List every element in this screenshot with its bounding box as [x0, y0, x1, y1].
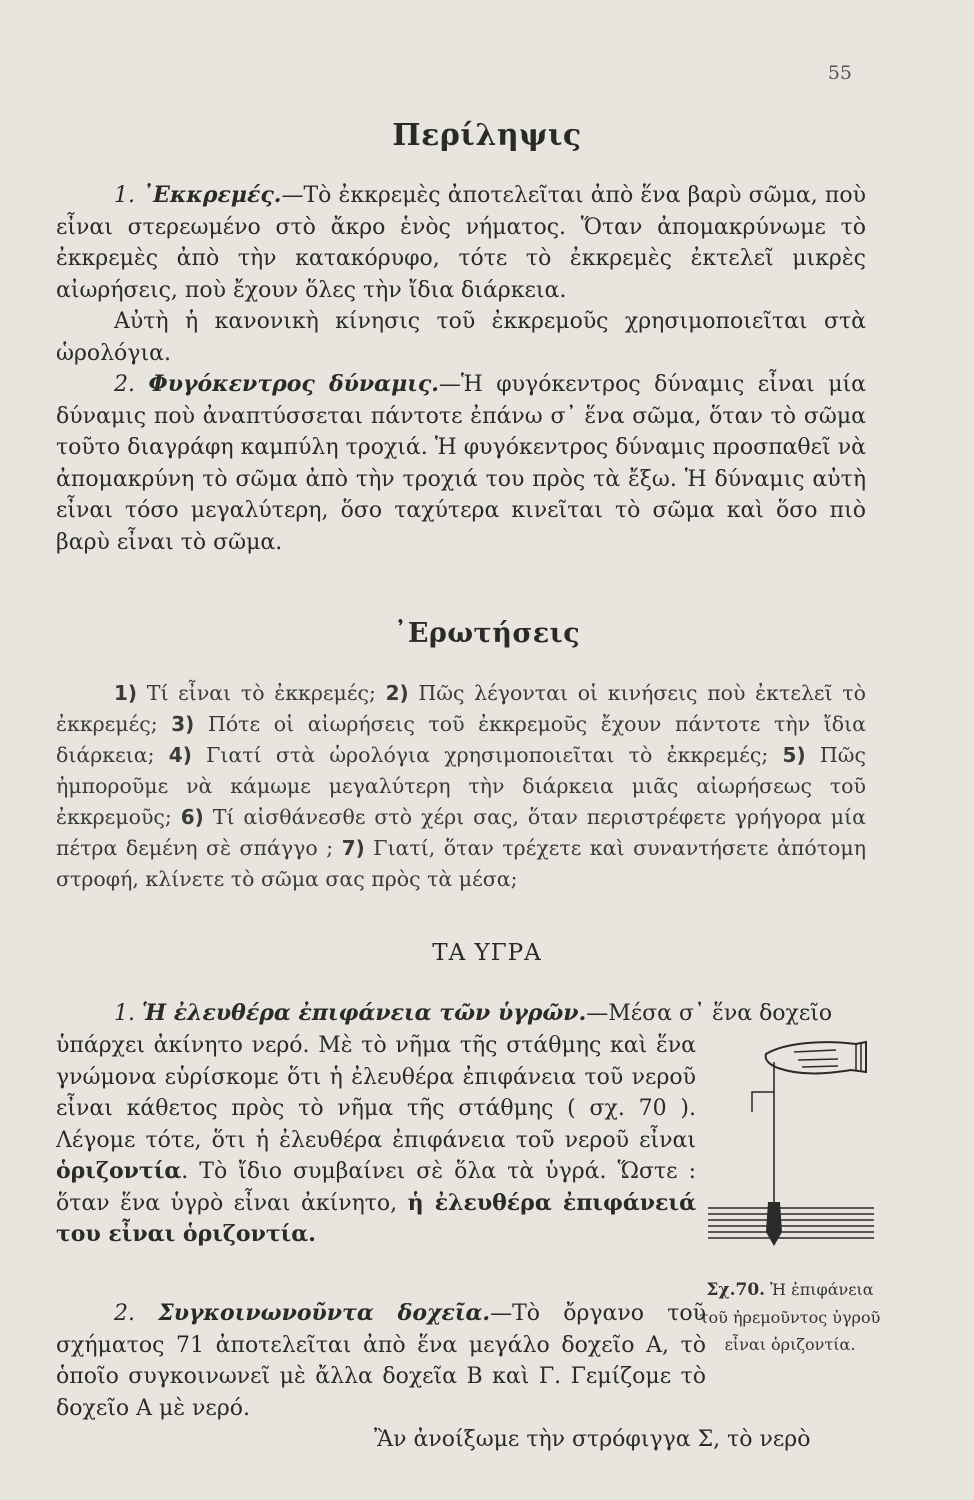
- q6-number: 6): [180, 805, 204, 829]
- fluids-s1-body: [56, 1030, 696, 1251]
- fluids-s1-end: .: [308, 1221, 316, 1247]
- questions-title: ᾿Ερωτήσεις: [393, 618, 581, 649]
- fluids-s1-bold-1: ὁριζοντία: [56, 1158, 182, 1184]
- figure-label: Σχ.70.: [706, 1280, 766, 1300]
- q7-text: Γιατί, ὅταν τρέχετε καὶ συναντήσετε ἀπότομη στροφή, κλίνετε τὸ σῶμα σας πρὸς τὰ μέσα;: [56, 836, 866, 891]
- fluids-s2-number: 2.: [114, 1301, 135, 1326]
- fluids-s2-text-b: Ἂν ἀνοίξωμε τὴν στρόφιγγα Σ, τὸ νερὸ: [374, 1427, 811, 1452]
- summary-p1-number: 1.: [114, 183, 135, 208]
- summary-paragraph-1: [56, 180, 866, 558]
- figure-caption-text: Ἡ ἐπιφάνεια τοῦ ἠρεμοῦντος ὑγροῦ εἶναι ὁριζοντία.: [699, 1280, 881, 1354]
- q7-number: 7): [341, 836, 365, 860]
- fluids-s2-term: Συγκοινωνοῦντα δοχεῖα.: [158, 1300, 491, 1326]
- summary-p2-term: Φυγόκεντρος δύναμις.: [148, 371, 439, 397]
- fluids-s1-number: 1.: [114, 1001, 135, 1026]
- fluids-s1-term: Ἡ ἐλευθέρα ἐπιφάνεια τῶν ὑγρῶν.: [142, 1000, 587, 1026]
- fluids-s2-text-a: —Τὸ ὄργανο τοῦ σχήματος 71 ἀποτελεῖται ἀπὸ ἕνα μεγάλο δοχεῖο Α, τὸ ὁποῖο συγκοινωνεῖ μὲ ἄλλα δοχεῖα Β καὶ Γ. Γεμίζομε τὸ δοχεῖο Α μὲ νερό.: [56, 1301, 706, 1421]
- summary-p1b-text: Αὐτὴ ἡ κανονικὴ κίνησις τοῦ ἐκκρεμοῦς χρησιμοποιεῖται στὰ ὡρολόγια.: [56, 309, 866, 366]
- q1-number: 1): [114, 681, 138, 705]
- summary-title: Περίληψις: [392, 118, 582, 153]
- summary-p2-text: —Ἡ φυγόκεντρος δύναμις εἶναι μία δύναμις ποὺ ἀναπτύσσεται πάντοτε ἐπάνω σ᾿ ἕνα σῶμα, ὅταν τὸ σῶμα τοῦτο διαγράφη καμπύλη τροχιά. Ἡ φυγόκεντρος δύναμις προσπαθεῖ νὰ ἀπομακρύνη τὸ σῶμα ἀπὸ τὴν τροχιά του πρὸς τὰ ἔξω. Ἡ δύναμις αὐτὴ εἶναι τόσο μεγαλύτερη, ὅσο ταχύτερα κινεῖται τὸ σῶμα καὶ ὅσο πιὸ βαρὺ εἶναι τὸ σῶμα.: [56, 372, 866, 555]
- q1-text: Τί εἶναι τὸ ἐκκρεμές;: [146, 681, 376, 705]
- fluids-s1-heading: [56, 998, 886, 1030]
- q2-text: Πῶς λέγονται οἱ κινήσεις ποὺ ἐκτελεῖ τὸ ἐκκρεμές;: [56, 681, 866, 736]
- plumb-line-figure: [706, 1032, 876, 1272]
- summary-p1-term: ᾿Εκκρεμές.: [142, 182, 282, 208]
- q3-number: 3): [171, 712, 195, 736]
- fluids-s1-lead: —Μέσα σ᾿ ἕνα δοχεῖο: [586, 1001, 833, 1026]
- page-number: 55: [827, 62, 852, 84]
- fluids-s1-bold-2: ἡ ἐλευθέρα ἐπιφάνειά του εἶναι ὁριζοντία: [56, 1189, 697, 1247]
- figure-caption: [690, 1276, 890, 1358]
- fluids-title: ΤΑ ΥΓΡΑ: [432, 940, 542, 966]
- q5-number: 5): [782, 743, 806, 767]
- q5-text: Πῶς ἠμποροῦμε νὰ κάμωμε μεγαλύτερη τὴν διάρκεια μιᾶς αἰωρήσεως τοῦ ἐκκρεμοῦς;: [56, 743, 866, 829]
- questions-paragraph: [56, 678, 866, 895]
- q2-number: 2): [385, 681, 409, 705]
- summary-p1-text: —Τὸ ἐκκρεμὲς ἀποτελεῖται ἀπὸ ἕνα βαρὺ σῶμα, ποὺ εἶναι στερεωμένο στὸ ἄκρο ἑνὸς νήματος. Ὅταν ἀπομακρύνωμε τὸ ἐκκρεμὲς ἀπὸ τὴν κατακόρυφο, τότε τὸ ἐκκρεμὲς ἐκτελεῖ μικρὲς αἰωρήσεις, ποὺ ἔχουν ὅλες τὴν ἴδια διάρκεια.: [56, 183, 867, 303]
- fluids-s2: [56, 1298, 706, 1424]
- q6-text: Τί αἰσθάνεσθε στὸ χέρι σας, ὅταν περιστρέφετε γρήγορα μία πέτρα δεμένη σὲ σπάγγο ;: [56, 805, 866, 860]
- fluids-s1-text-a: ὑπάρχει ἀκίνητο νερό. Μὲ τὸ νῆμα τῆς στάθμης καὶ ἕνα γνώμονα εὑρίσκομε ὅτι ἡ ἐλευθέρα ἐπιφάνεια τοῦ νεροῦ εἶναι κάθετος πρὸς τὸ νῆμα τῆς στάθμης ( σχ. 70 ). Λέγομε τότε, ὅτι ἡ ἐλευθέρα ἐπιφάνεια τοῦ νεροῦ εἶναι: [56, 1033, 696, 1153]
- summary-p2-number: 2.: [114, 372, 135, 397]
- q3-text: Πότε οἱ αἰωρήσεις τοῦ ἐκκρεμοῦς ἔχουν πάντοτε τὴν ἴδια διάρκεια;: [56, 712, 866, 767]
- fluids-s1-text-c: . Τὸ ἴδιο συμβαίνει σὲ ὅλα τὰ ὑγρά. Ὥστε : ὅταν ἕνα ὑγρὸ εἶναι ἀκίνητο,: [56, 1159, 696, 1216]
- q4-text: Γιατί στὰ ὡρολόγια χρησιμοποιεῖται τὸ ἐκκρεμές;: [206, 743, 769, 767]
- q4-number: 4): [168, 743, 192, 767]
- fluids-s2-last-line: [56, 1424, 886, 1456]
